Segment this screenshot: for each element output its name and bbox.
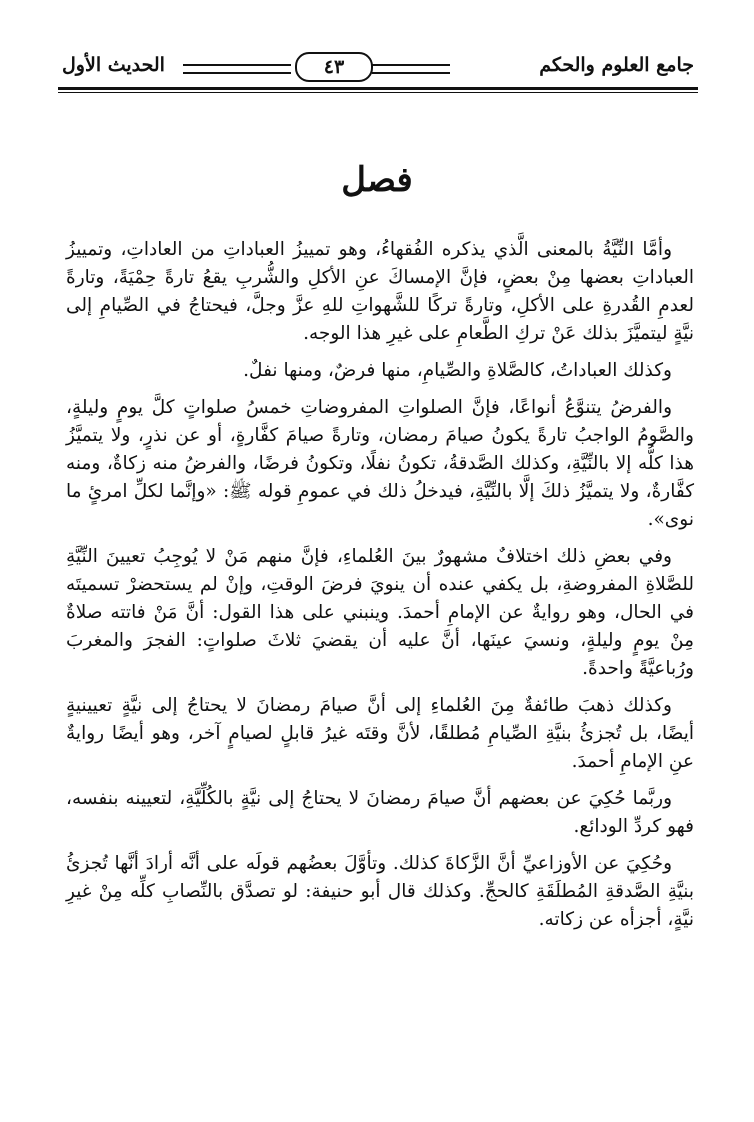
header-double-line: [183, 64, 291, 74]
paragraph: وربَّما حُكِيَ عن بعضهم أنَّ صيامَ رمضانَ لا يحتاجُ إلى نيَّةٍ بالكُلِّيَّةِ، لتعيينه بنفسه، فهو كردِّ الودائع.: [66, 788, 694, 837]
paragraph: والفرضُ يتنوَّعُ أنواعًا، فإنَّ الصلواتِ المفروضاتِ خمسُ صلواتٍ كلَّ يومٍ وليلةٍ، والصَّومُ الواجبُ تارةً يكونُ صيامَ رمضان، وتارةً صيامَ كفَّارةٍ، أو عن نذرٍ، ولا يتميَّزُ هذا كلُّه إلا بالنِّيَّةِ، وكذلك الصَّدقةُ، تكونُ نفلًا، وتكونُ فرضًا، والفرضُ منه زكاةٌ، ومنه كفَّارةٌ، ولا يتميَّزُ ذلكَ إلَّا بالنِّيَّةِ، فيدخلُ ذلك في عمومِ قوله ﷺ: «وإنَّما لكلِّ امرئٍ ما نوى».: [66, 397, 694, 530]
paragraph: وحُكِيَ عن الأوزاعيِّ أنَّ الزَّكاةَ كذلك. وتأوَّلَ بعضُهم قولَه على أنَّه أرادَ أنَّها تُجزئُ بنيَّةِ الصَّدقةِ المُطلَقَةِ كالحجِّ. وكذلك قال أبو حنيفة: لو تصدَّق بالنِّصابِ كلِّه مِنْ غيرِ نيَّةٍ، أجزأه عن زكاته.: [66, 853, 694, 930]
running-header: [58, 44, 698, 102]
paragraph: وكذلك ذهبَ طائفةٌ مِنَ العُلماءِ إلى أنَّ صيامَ رمضانَ لا يحتاجُ إلى نيَّةٍ تعيينيةٍ أيضًا، بل تُجزئُ بنيَّةِ الصِّيامِ مُطلقًا، لأنَّ وقتَه غيرُ قابلٍ لصيامٍ آخر، وهو أيضًا روايةٌ عنِ الإمامِ أحمدَ.: [66, 695, 694, 772]
header-rule: [58, 87, 698, 90]
paragraph: وأمَّا النِّيَّةُ بالمعنى الَّذي يذكره الفُقهاءُ، وهو تمييزُ العباداتِ من العاداتِ، وتمييزُ العباداتِ بعضها مِنْ بعضٍ، فإنَّ الإمساكَ عنِ الأكلِ والشُّربِ يقعُ تارةً حِمْيَةً، وتارةً لعدمِ القُدرةِ على الأكلِ، وتارةً تركًا للشَّهواتِ للهِ عزَّ وجلَّ، فيحتاجُ في الصِّيامِ إلى نيَّةٍ ليتميَّزَ بذلك عَنْ تركِ الطَّعامِ على غيرِ هذا الوجه.: [66, 239, 694, 344]
paragraph: وفي بعضِ ذلك اختلافٌ مشهورٌ بينَ العُلماءِ، فإنَّ منهم مَنْ لا يُوجِبُ تعيينَ النِّيَّةِ للصَّلاةِ المفروضةِ، بل يكفي عنده أن ينويَ فرضَ الوقتِ، وإنْ لم يستحضرْ تسميتَه في الحال، وهو روايةٌ عن الإمامِ أحمدَ. وينبني على هذا القول: أنَّ مَنْ فاتته صلاةٌ مِنْ يومٍ وليلةٍ، ونسيَ عينَها، أنَّ عليه أن يقضيَ ثلاثَ صلواتٍ: الفجرَ والمغربَ ورُباعيَّةً واحدةً.: [66, 546, 694, 679]
paragraph: وكذلك العباداتُ، كالصَّلاةِ والصِّيامِ، منها فرضٌ، ومنها نفلٌ.: [243, 360, 672, 381]
section-heading: فصل: [341, 160, 413, 200]
header-double-line: [372, 64, 450, 74]
page-number: ٤٣: [295, 52, 373, 82]
body-text: [66, 236, 694, 943]
header-rule-thin: [58, 92, 698, 93]
book-title: جامع العلوم والحكم: [539, 54, 694, 76]
chapter-title: الحديث الأول: [62, 54, 165, 76]
